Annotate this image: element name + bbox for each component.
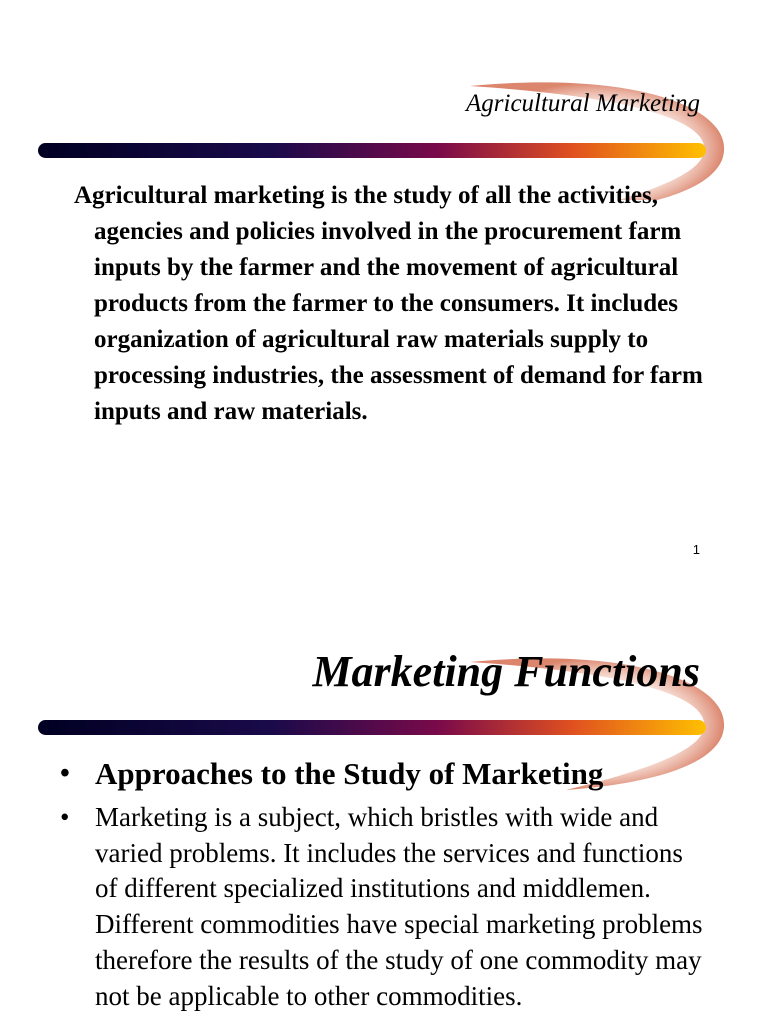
bullet-icon: • — [60, 758, 70, 789]
slide-title: Marketing Functions — [312, 647, 700, 696]
bullet-body — [60, 800, 710, 1014]
slide-2 — [0, 590, 768, 1024]
bullet-icon: • — [60, 802, 70, 832]
bullet-text: Marketing is a subject, which bristles with wide and varied problems. It includes the services and functions of different specialized institutions and middlemen. Different commodities have special marketing problems therefore the results of the study of one commodity may not be applicable to other commodities. — [95, 802, 703, 1011]
bullet-text: Approaches to the Study of Marketing — [95, 756, 604, 791]
bullet-heading — [60, 754, 710, 794]
body-paragraph: Agricultural marketing is the study of all the activities, agencies and policies involved in the procurement farm inputs by the farmer and the movement of agricultural products from the farmer to the consumers. It includes organization of agricultural raw materials supply to processing industries, the assessment of demand for farm inputs and raw materials. — [74, 182, 703, 425]
page-number: 1 — [692, 542, 700, 557]
bullet-list — [60, 754, 710, 1014]
slide-title: Agricultural Marketing — [466, 90, 700, 117]
